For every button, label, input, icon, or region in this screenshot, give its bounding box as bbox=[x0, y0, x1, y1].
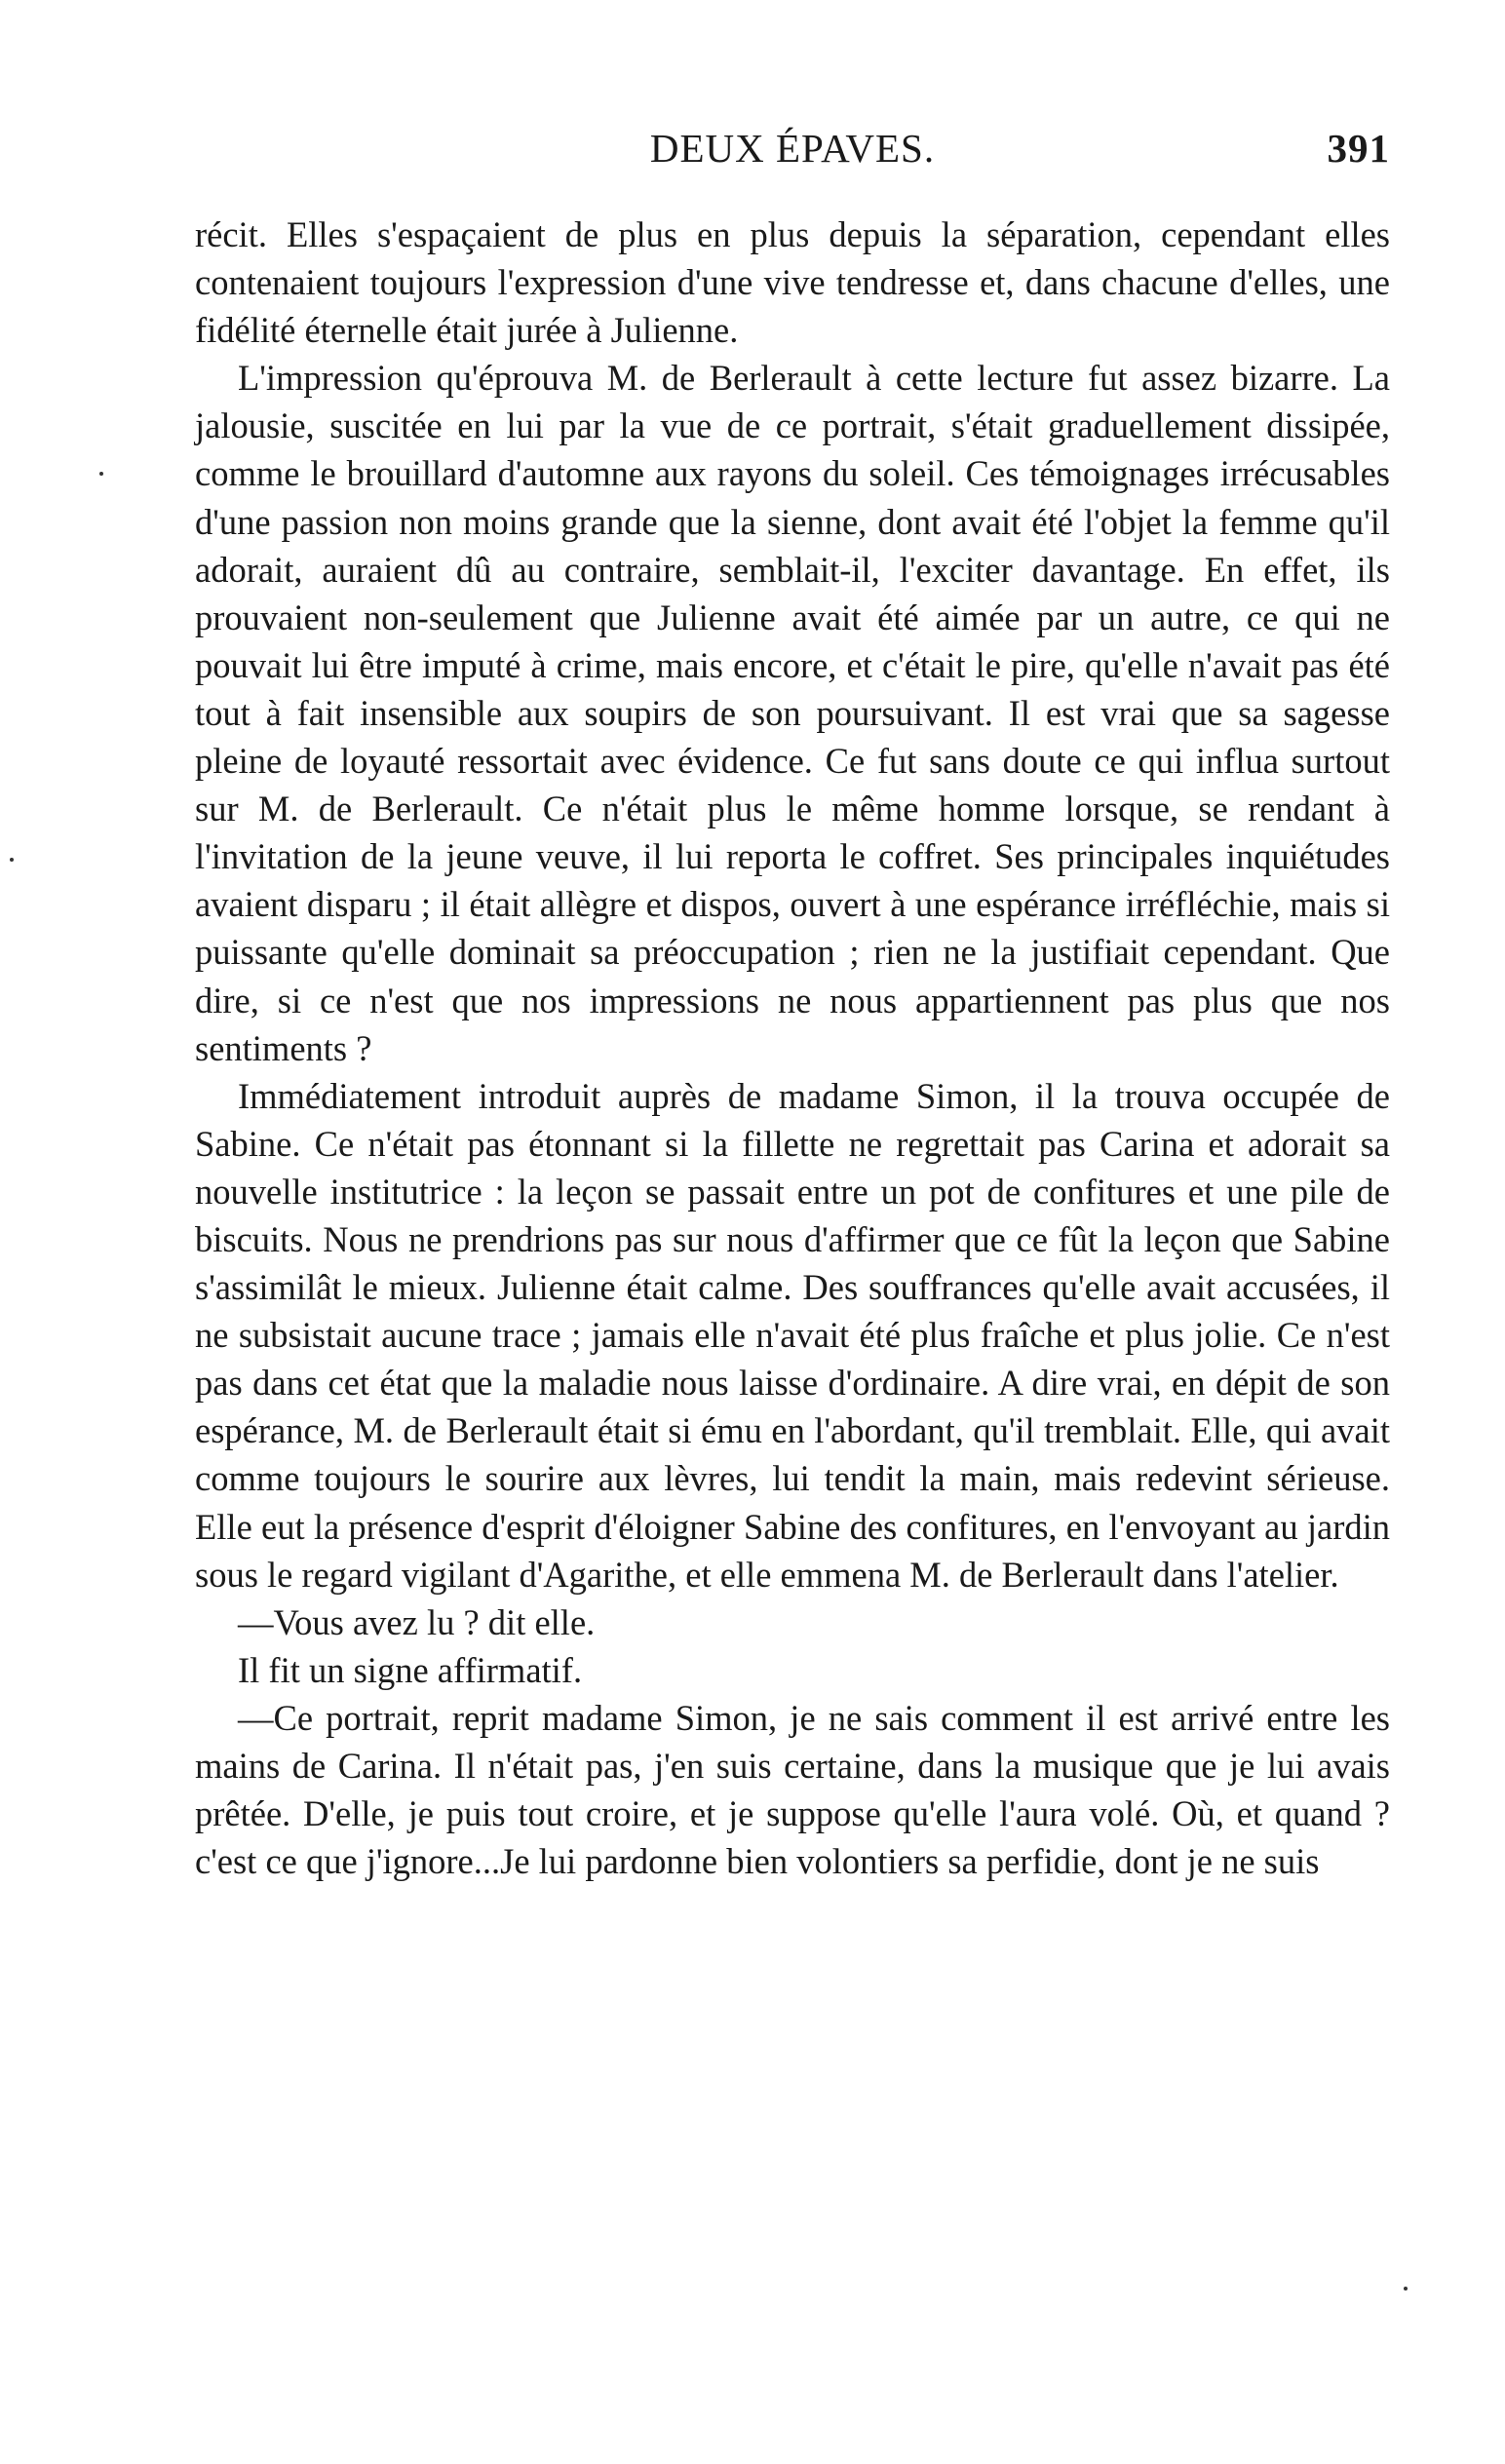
running-title: DEUX ÉPAVES. bbox=[649, 126, 936, 171]
dialogue-line: —Vous avez lu ? dit elle. bbox=[238, 1601, 596, 1642]
paragraph: Immédiatement introduit auprès de madame Simon, il la trouva occupée de Sabine. Ce n'était pas étonnant si la fillette ne regrettait pas Carina et adorait sa nouvelle institutrice : la leçon se passait entre un pot de confitures et une pile de biscuits. Nous ne prendrions pas sur nous d'affirmer que ce fût la leçon que Sabine s'assimilât le mieux. Julienne était calme. Des souffrances qu'elle avait accusées, il ne subsistait aucune trace ; jamais elle n'avait été plus fraîche et plus jolie. Ce n'est pas dans cet état que la maladie nous laisse d'ordinaire. A dire vrai, en dépit de son espérance, M. de Berlerault était si ému en l'abordant, qu'il tremblait. Elle, qui avait comme toujours le sourire aux lèvres, lui tendit la main, mais redevint sérieuse. Elle eut la présence d'esprit d'éloigner Sabine des confitures, en l'envoyant au jardin sous le regard vigilant d'Agarithe, et elle emmena M. de Berlerault dans l'atelier. bbox=[195, 1075, 1390, 1595]
scan-speck bbox=[99, 472, 103, 476]
dialogue-line: —Ce portrait, reprit madame Simon, je ne sais comment il est arrivé entre les mains de Carina. Il n'était pas, j'en suis certaine, dans la musique que je lui avais prêtée. D'elle, je puis tout croire, et je suppose qu'elle l'aura volé. Où, et quand ? c'est ce que j'ignore...Je lui pardonne bien volontiers sa perfidie, dont je ne suis bbox=[195, 1697, 1390, 1882]
running-head bbox=[195, 125, 1390, 179]
page-number: 391 bbox=[1327, 126, 1390, 171]
paragraph-continuation: récit. Elles s'espaçaient de plus en plus depuis la séparation, cependant elles contenaient toujours l'expression d'une vive tendresse et, dans chacune d'elles, une fidélité éternelle était jurée à Julienne. bbox=[195, 214, 1390, 351]
scan-speck bbox=[10, 858, 14, 862]
paragraph: L'impression qu'éprouva M. de Berlerault à cette lecture fut assez bizarre. La jalousie, suscitée en lui par la vue de ce portrait, s'était graduellement dissipée, comme le brouillard d'automne aux rayons du soleil. Ces témoignages irrécusables d'une passion non moins grande que la sienne, dont avait été l'objet la femme qu'il adorait, auraient dû au contraire, semblait-il, l'exciter davantage. En effet, ils prouvaient non-seulement que Julienne avait été aimée par un autre, ce qui ne pouvait lui être imputé à crime, mais encore, et c'était le pire, qu'elle n'avait pas été tout à fait insensible aux soupirs de son poursuivant. Il est vrai que sa sagesse pleine de loyauté ressortait avec évidence. Ce fut sans doute ce qui influa surtout sur M. de Berlerault. Ce n'était plus le même homme lorsque, se rendant à l'invitation de la jeune veuve, il lui reporta le coffret. Ses principales inquiétudes avaient disparu ; il était allègre et dispos, ouvert à une espérance irréfléchie, mais si puissante qu'elle dominait sa préoccupation ; rien ne la justifiait cependant. Que dire, si ce n'est que nos impressions ne nous appartiennent pas plus que nos sentiments ? bbox=[195, 358, 1390, 1068]
body-text bbox=[195, 211, 1390, 1885]
paragraph: Il fit un signe affirmatif. bbox=[238, 1649, 583, 1690]
scan-speck bbox=[1404, 2287, 1408, 2291]
